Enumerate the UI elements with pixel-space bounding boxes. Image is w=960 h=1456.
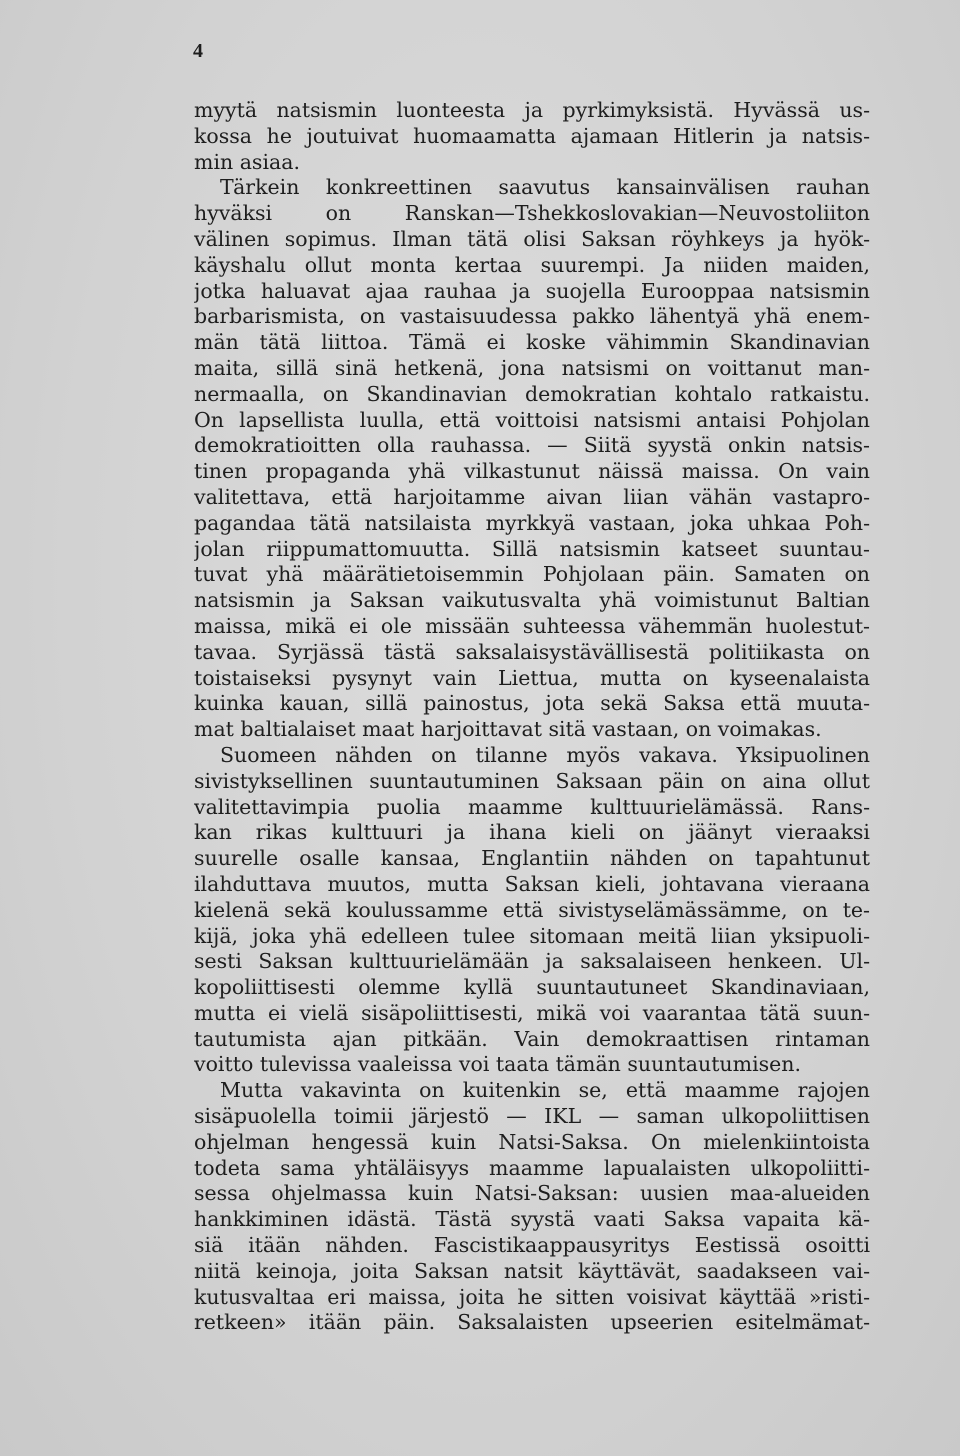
text-line: maissa, mikä ei ole missään suhteessa vähemmän huolestut- bbox=[194, 613, 870, 638]
text-line: ohjelman hengessä kuin Natsi-Saksa. On mielenkiintoista bbox=[194, 1129, 870, 1154]
text-line: suurelle osalle kansaa, Englantiin nähden on tapahtunut bbox=[194, 846, 870, 871]
body-text bbox=[194, 98, 870, 1336]
text-line: tautumista ajan pitkään. Vain demokraattisen rintaman bbox=[194, 1026, 870, 1051]
text-line: ilahduttava muutos, mutta Saksan kieli, johtavana vieraana bbox=[194, 871, 870, 896]
text-line: kijä, joka yhä edelleen tulee sitomaan meitä liian yksipuoli- bbox=[194, 923, 870, 948]
text-line: tinen propaganda yhä vilkastunut näissä maissa. On vain bbox=[194, 459, 870, 484]
text-line: niitä keinoja, joita Saksan natsit käyttävät, saadakseen vai- bbox=[194, 1258, 870, 1283]
text-line: tavaa. Syrjässä tästä saksalaisystävällisestä politiikasta on bbox=[194, 639, 870, 664]
text-line: jotka haluavat ajaa rauhaa ja suojella Eurooppaa natsismin bbox=[194, 278, 870, 303]
text-line: voitto tulevissa vaaleissa voi taata tämän suuntautumisen. bbox=[194, 1052, 802, 1077]
text-line: barbarismista, on vastaisuudessa pakko lähentyä yhä enem- bbox=[194, 304, 870, 329]
text-line: pagandaa tätä natsilaista myrkkyä vastaan, joka uhkaa Poh- bbox=[194, 510, 870, 535]
text-line: Tärkein konkreettinen saavutus kansainvälisen rauhan bbox=[220, 175, 870, 200]
text-line: valitettava, että harjoitamme aivan liian vähän vastapro- bbox=[194, 484, 870, 509]
text-line: todeta sama yhtäläisyys maamme lapualaisten ulkopoliitti- bbox=[194, 1155, 870, 1180]
text-line: retkeen» itään päin. Saksalaisten upseerien esitelmämat- bbox=[194, 1310, 870, 1335]
text-line: sesti Saksan kulttuurielämään ja saksalaiseen henkeen. Ul- bbox=[194, 949, 870, 974]
text-line: hankkiminen idästä. Tästä syystä vaati Saksa vapaita kä- bbox=[194, 1207, 870, 1232]
text-line: myytä natsismin luonteesta ja pyrkimyksistä. Hyvässä us- bbox=[194, 98, 870, 122]
page-number: 4 bbox=[193, 40, 203, 62]
text-line: maita, sillä sinä hetkenä, jona natsismi on voittanut man- bbox=[194, 355, 870, 380]
text-line: käyshalu ollut monta kertaa suurempi. Ja niiden maiden, bbox=[194, 252, 870, 277]
text-line: siä itään nähden. Fascistikaappausyritys Eestissä osoitti bbox=[194, 1233, 870, 1258]
text-line: On lapsellista luulla, että voittoisi natsismi antaisi Pohjolan bbox=[194, 407, 870, 432]
text-line: demokratioitten olla rauhassa. — Siitä syystä onkin natsis- bbox=[194, 433, 870, 458]
text-line: jolan riippumattomuutta. Sillä natsismin katseet suuntau- bbox=[194, 536, 870, 561]
text-line: Mutta vakavinta on kuitenkin se, että maamme rajojen bbox=[220, 1078, 870, 1103]
text-line: toistaiseksi pysynyt vain Liettua, mutta on kyseenalaista bbox=[194, 665, 870, 690]
text-line: kielenä sekä koulussamme että sivistyselämässämme, on te- bbox=[194, 897, 870, 922]
text-line: män tätä liittoa. Tämä ei koske vähimmin Skandinavian bbox=[194, 330, 870, 355]
text-line: sessa ohjelmassa kuin Natsi-Saksan: uusien maa-alueiden bbox=[194, 1181, 870, 1206]
text-line: Suomeen nähden on tilanne myös vakava. Yksipuolinen bbox=[220, 742, 870, 767]
text-line: mat baltialaiset maat harjoittavat sitä vastaan, on voimakas. bbox=[194, 717, 822, 742]
text-line: sisäpuolella toimii järjestö — IKL — saman ulkopoliittisen bbox=[194, 1104, 870, 1129]
text-line: valitettavimpia puolia maamme kulttuurielämässä. Rans- bbox=[194, 794, 870, 819]
text-line: kuinka kauan, sillä painostus, jota sekä Saksa että muuta- bbox=[194, 691, 870, 716]
text-line: nermaalla, on Skandinavian demokratian kohtalo ratkaistu. bbox=[194, 381, 870, 406]
text-line: mutta ei vielä sisäpoliittisesti, mikä voi vaarantaa tätä suun- bbox=[194, 1000, 870, 1025]
text-line: hyväksi on Ranskan—Tshekkoslovakian—Neuvostoliiton bbox=[194, 201, 870, 226]
text-line: min asiaa. bbox=[194, 149, 300, 174]
text-line: natsismin ja Saksan vaikutusvalta yhä voimistunut Baltian bbox=[194, 588, 870, 613]
text-line: kutusvaltaa eri maissa, joita he sitten voisivat käyttää »risti- bbox=[194, 1284, 870, 1309]
text-line: kan rikas kulttuuri ja ihana kieli on jäänyt vieraaksi bbox=[194, 820, 870, 845]
text-line: kossa he joutuivat huomaamatta ajamaan Hitlerin ja natsis- bbox=[194, 123, 870, 148]
text-line: tuvat yhä määrätietoisemmin Pohjolaan päin. Samaten on bbox=[194, 562, 870, 587]
text-line: sivistyksellinen suuntautuminen Saksaan päin on aina ollut bbox=[194, 768, 870, 793]
text-line: välinen sopimus. Ilman tätä olisi Saksan röyhkeys ja hyök- bbox=[194, 226, 870, 251]
text-line: kopoliittisesti olemme kyllä suuntautuneet Skandinaviaan, bbox=[194, 975, 870, 1000]
